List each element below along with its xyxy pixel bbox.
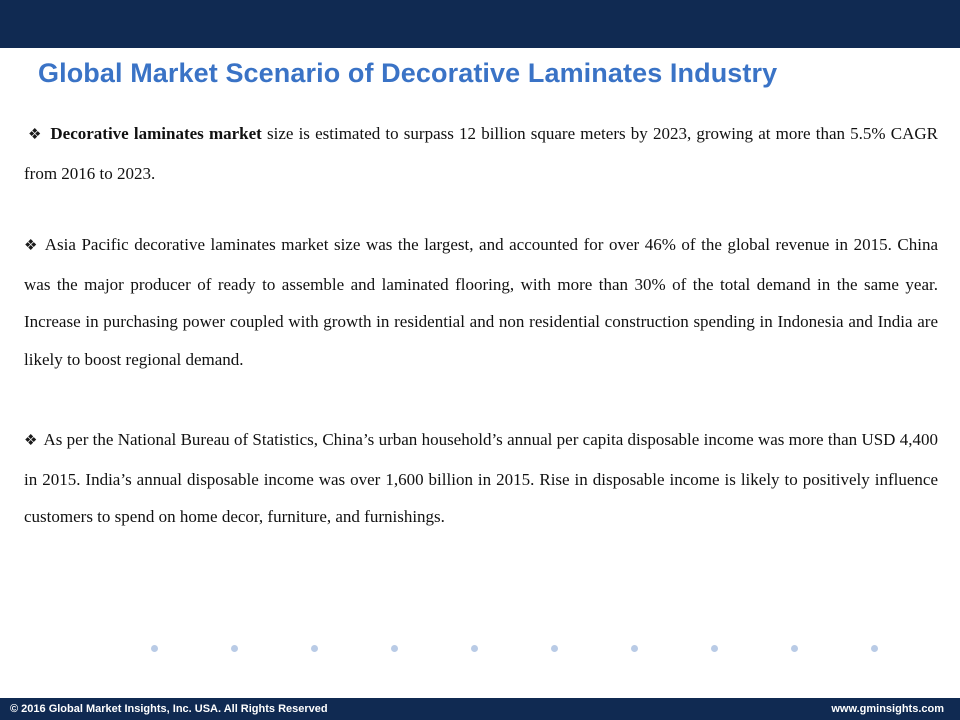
website-link[interactable]: www.gminsights.com <box>831 703 944 715</box>
decorative-dot <box>151 645 158 652</box>
paragraph-1 <box>24 115 938 192</box>
diamond-bullet-icon: ❖ <box>24 238 39 254</box>
decorative-dot <box>311 645 318 652</box>
paragraph-3 <box>24 421 938 536</box>
paragraph-3-text: As per the National Bureau of Statistics, China’s urban household’s annual per capita disposable income was more than USD 4,400 in 2015. India’s annual disposable income was over 1,600 billion in 2015. Rise in disposable income is likely to positively influence customers to spend on home decor, furniture, and furnishings. <box>24 430 939 526</box>
decorative-dot <box>551 645 558 652</box>
paragraph-2-text: Asia Pacific decorative laminates market size was the largest, and accounted for over 46% of the global revenue in 2015. China was the major producer of ready to assemble and laminated flooring, with more than 30% of the total demand in the same year. Increase in purchasing power coupled with growth in residential and non residential construction spending in Indonesia and India are likely to boost regional demand. <box>24 235 938 369</box>
decorative-dot <box>871 645 878 652</box>
diamond-bullet-icon: ❖ <box>28 127 43 143</box>
decorative-dot <box>631 645 638 652</box>
footer-bar <box>0 698 960 720</box>
diamond-bullet-icon: ❖ <box>24 433 38 449</box>
decorative-dot <box>791 645 798 652</box>
paragraph-2 <box>24 226 938 378</box>
decorative-dot <box>231 645 238 652</box>
decorative-dot <box>471 645 478 652</box>
decorative-dot <box>711 645 718 652</box>
decorative-dot-row <box>151 645 881 657</box>
decorative-dot <box>391 645 398 652</box>
page-title: Global Market Scenario of Decorative Laminates Industry <box>38 58 778 88</box>
copyright-text: © 2016 Global Market Insights, Inc. USA. All Rights Reserved <box>10 703 328 715</box>
paragraph-1-text: size is estimated to surpass 12 billion square meters by 2023, growing at more than 5.5% CAGR from 2016 to 2023. <box>24 124 938 183</box>
header-bar <box>0 0 960 48</box>
paragraph-1-bold-lead: Decorative laminates market <box>50 124 262 143</box>
